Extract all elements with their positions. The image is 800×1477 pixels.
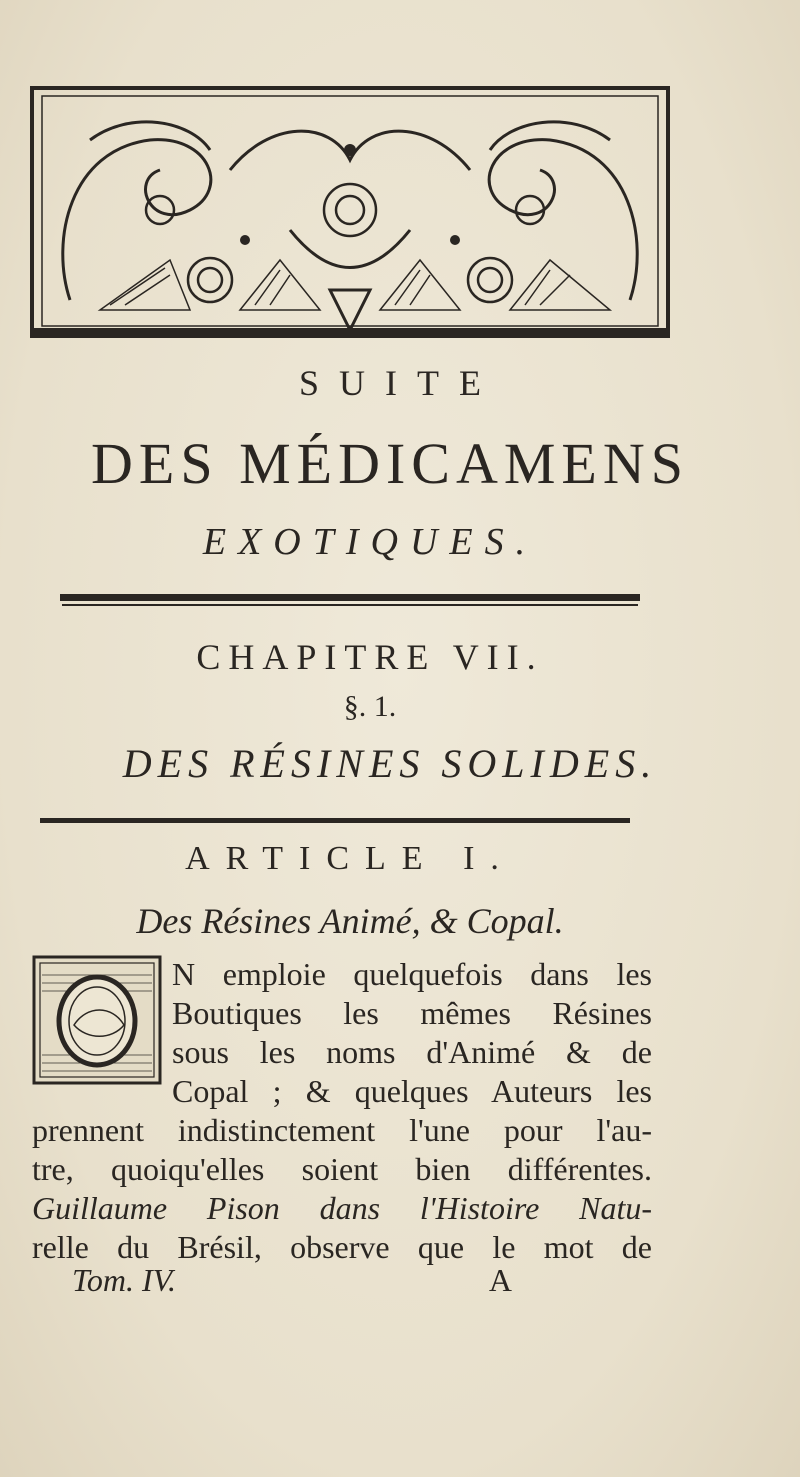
title-exotiques: EXOTIQUES. [202,521,538,563]
section-title: DES RÉSINES SOLIDES. [122,741,658,786]
ornamental-headpiece-icon [30,80,670,342]
text-line: N emploie quelquefois dans les [172,956,652,992]
text-line: Guillaume Pison dans l'Histoire Natu- [32,1190,652,1226]
running-title-suite: SUITE [299,363,501,403]
volume-mark: Tom. IV. [72,1262,177,1298]
page-footer [72,1262,512,1299]
text-line: Boutiques les mêmes Résines [172,995,652,1031]
text-line: prennent indistinctement l'une pour l'au- [32,1112,652,1148]
double-rule-top [60,594,640,601]
double-rule-top-thin [62,604,638,606]
text-line: tre, quoiqu'elles soient bien différentes. [32,1151,652,1187]
text-line: sous les noms d'Animé & de [172,1034,652,1070]
signature-mark: A [488,1262,512,1298]
section-number: §. 1. [343,690,397,723]
title-des-medicamens: DES MÉDICAMENS [91,431,689,496]
body-text [32,955,652,1267]
article-subtitle: Des Résines Animé, & Copal. [136,901,564,941]
chapter-heading: CHAPITRE VII. [196,637,544,677]
text-line: relle du Brésil, observe que le mot de [32,1229,652,1265]
article-heading: ARTICLE I. [185,840,515,877]
text-line: Copal ; & quelques Auteurs les [172,1073,652,1109]
section-rule [40,818,630,823]
